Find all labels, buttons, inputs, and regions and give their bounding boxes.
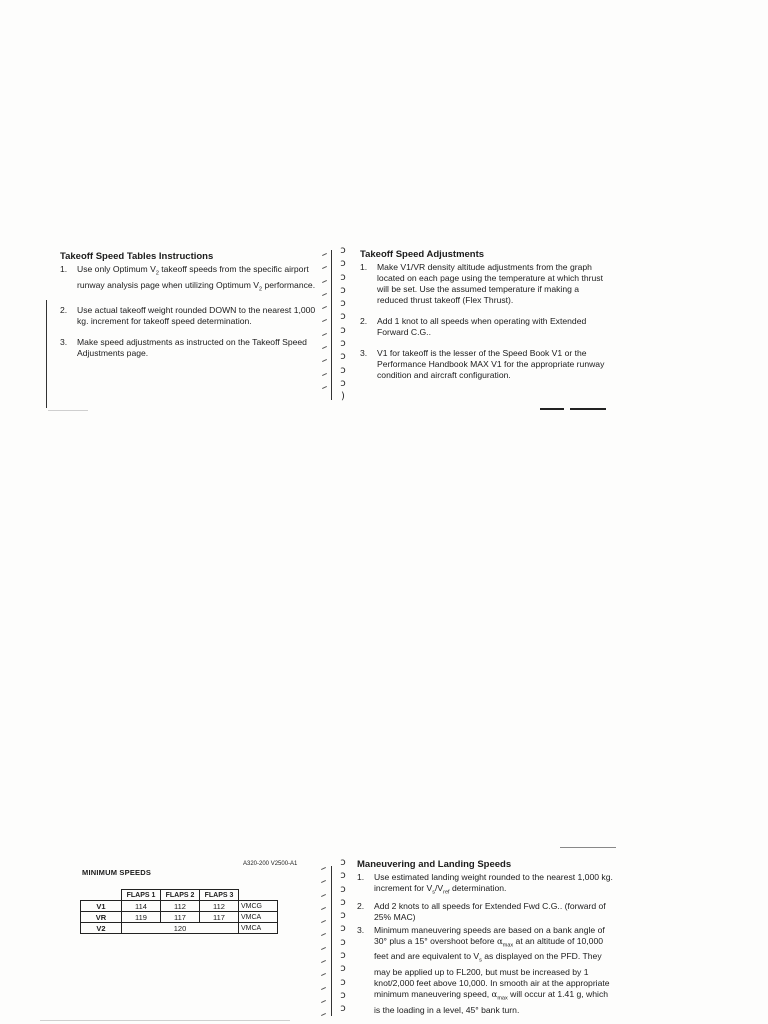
- table-row: [81, 901, 278, 912]
- list-item: 3. Minimum maneuvering speeds are based on a bank angle of 30° plus a 15° overshoot before $\alpha_{max}$ at an altitude of 10,000 feet and are equivalent to $V_s$ as displayed on the PFD. They may be applied up to FL200, but must be increased by 1 knot/2,000 feet above 10,000. In smooth air at the appropriate minimum maneuvering speed, $\alpha_{max}$ will occur at 1.41 g, which is the loading in a level, 45° bank turn.: [357, 924, 610, 1015]
- list-item: 3. Make speed adjustments as instructed on the Takeoff Speed Adjustments page.: [60, 337, 307, 359]
- minimum-speeds-table: [80, 889, 278, 934]
- item-number: 3.: [60, 337, 68, 348]
- column-header: FLAPS 2: [161, 890, 200, 901]
- row-code: VMCA: [239, 912, 278, 923]
- list-item: 1. Make V1/VR density altitude adjustments from the graph located on each page using the temperature at which thrust will be set. Use the assumed temperature if making a reduced thrust takeoff (Flex Thrust).: [360, 262, 603, 305]
- takeoff-speed-tables-card: [60, 251, 322, 369]
- row-label: V2: [81, 923, 122, 934]
- item-number: 3.: [360, 348, 368, 358]
- table-cell: 114: [122, 901, 161, 912]
- item-number: 2.: [357, 900, 365, 911]
- table-cell: 120: [122, 923, 239, 934]
- binder-line: [331, 250, 332, 400]
- binder-ticks: [321, 862, 327, 1022]
- table-cell: 112: [161, 901, 200, 912]
- cut-mark: [540, 408, 564, 410]
- table-header-row: [81, 890, 278, 901]
- list-item: 3. V1 for takeoff is the lesser of the Speed Book V1 or the Performance Handbook MAX V1 for the appropriate runway condition and aircraft configuration.: [360, 348, 605, 380]
- table-row: [81, 923, 278, 934]
- card-title: Takeoff Speed Adjustments: [360, 249, 485, 260]
- cut-mark: [570, 408, 606, 410]
- list-item: 2. Add 1 knot to all speeds when operating with Extended Forward C.G..: [360, 316, 587, 337]
- aircraft-code: A320-200 V2500-A1: [243, 861, 298, 867]
- table-cell: 119: [122, 912, 161, 923]
- list-item: 2. Use actual takeoff weight rounded DOWN to the nearest 1,000 kg. increment for takeoff speed determination.: [60, 305, 316, 327]
- takeoff-speed-adjustments-card: [360, 249, 610, 391]
- item-number: 3.: [357, 924, 365, 935]
- card-top-edge: [560, 847, 616, 848]
- binder-line: [331, 866, 332, 1016]
- column-header: FLAPS 1: [122, 890, 161, 901]
- table-cell: 112: [200, 901, 239, 912]
- list-item: 1. Use estimated landing weight rounded to the nearest 1,000 kg. increment for $V_s/V_{ref}$ determination.: [357, 872, 613, 896]
- row-label: V1: [81, 901, 122, 912]
- card-bottom-edge: [48, 410, 88, 411]
- binder-ticks: [322, 248, 328, 394]
- table-cell: 117: [161, 912, 200, 923]
- maneuvering-landing-speeds-card: [357, 859, 613, 1018]
- card-title: Maneuvering and Landing Speeds: [357, 859, 512, 870]
- list-item: 1. Use only Optimum $V_2$ takeoff speeds from the specific airport runway analysis page when utilizing Optimum $V_2$ performance.: [60, 264, 316, 293]
- binder-hook-icons: ↄ ↄ ↄ ↄ ↄ ↄ ↄ ↄ ↄ ↄ ↄ ↄ: [340, 857, 346, 1015]
- row-label: VR: [81, 912, 122, 923]
- column-header: FLAPS 3: [200, 890, 239, 901]
- card-title: Takeoff Speed Tables Instructions: [60, 251, 214, 262]
- table-row: [81, 912, 278, 923]
- table-cell: 117: [200, 912, 239, 923]
- list-item: 2. Add 2 knots to all speeds for Extended Fwd C.G.. (forward of 25% MAC): [357, 900, 606, 922]
- item-number: 2.: [360, 316, 368, 326]
- item-number: 1.: [360, 262, 368, 272]
- binder-hook-icons: ↄ ↄ ↄ ↄ ↄ ↄ ↄ ↄ ↄ ↄ ↄ ): [340, 245, 346, 403]
- card-left-border: [46, 300, 47, 408]
- card-bottom-edge: [40, 1020, 290, 1021]
- item-number: 1.: [60, 264, 68, 274]
- item-number: 2.: [60, 305, 68, 316]
- item-number: 1.: [357, 872, 365, 882]
- row-code: VMCG: [239, 901, 278, 912]
- card-title: MINIMUM SPEEDS: [82, 868, 152, 877]
- row-code: VMCA: [239, 923, 278, 934]
